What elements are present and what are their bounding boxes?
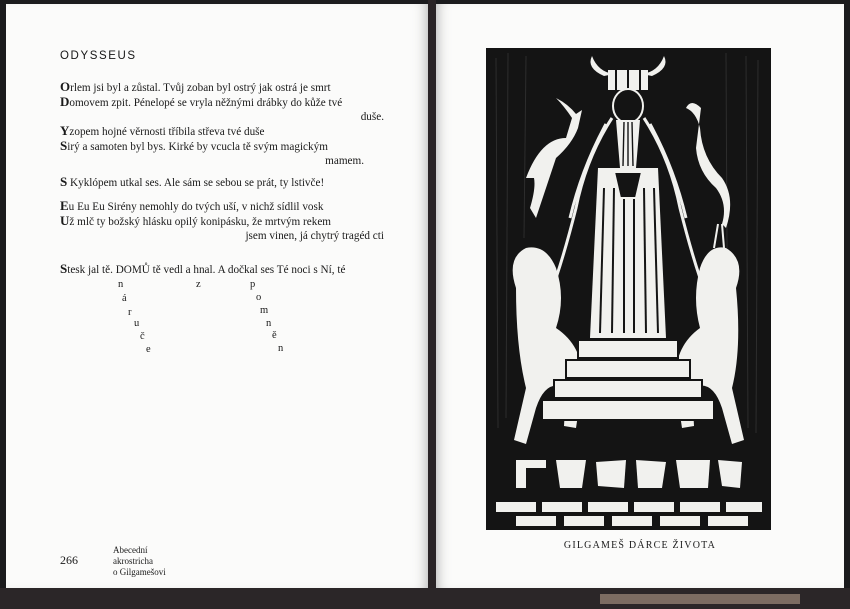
cascade-letter: n	[278, 343, 284, 354]
cascade-letter: z	[196, 279, 201, 290]
book-gutter	[428, 0, 436, 609]
cascade-letter: r	[128, 307, 132, 318]
poem-line: duše.	[360, 111, 384, 123]
cascade-letter: u	[134, 318, 140, 329]
running-head: Abecední akrostricha o Gilgamešovi	[113, 545, 166, 577]
poem-line: mamem.	[325, 155, 364, 167]
poem-line: Yzopem hojné věrnosti tříbila střeva tvé duše	[60, 123, 265, 138]
cascade-letter: n	[266, 318, 272, 329]
stanza-4	[60, 199, 390, 243]
stanza-2	[60, 124, 390, 168]
poem-line: Eu Eu Eu Sirény nemohly do tvých uší, v nichž sídlil vosk	[60, 198, 324, 213]
cascade-letter: p	[250, 279, 256, 290]
illustration-caption: GILGAMEŠ DÁRCE ŽIVOTA	[563, 540, 717, 551]
cascade-letter: m	[260, 305, 269, 316]
poem-line: Orlem jsi byl a zůstal. Tvůj zoban byl ostrý jak ostrá je smrt	[60, 79, 331, 94]
cascade-letter: n	[118, 279, 124, 290]
book-bottom-edge	[0, 588, 850, 609]
poem-line: Domovem zpit. Pénelopé se vryla něžnými drábky do kůže tvé	[60, 94, 343, 109]
poem-line: Stesk jal tě. DOMŮ tě vedl a hnal. A dočkal ses Té noci s Ní, té	[60, 261, 346, 276]
gilgamesh-woodcut-illustration	[486, 48, 771, 530]
poem-line: Sirý a samoten byl bys. Kirké by vcucla tě svým magickým	[60, 138, 328, 153]
page-number: 266	[60, 553, 78, 567]
stanza-3	[60, 175, 390, 190]
cascade-letter: ě	[272, 330, 277, 341]
stanza-5	[60, 262, 390, 277]
cascade-letter: á	[122, 293, 127, 304]
poem-line: Už mlč ty božský hlásku opilý konipásku, že mrtvým rekem	[60, 213, 332, 228]
cascade-letter: o	[256, 292, 262, 303]
cascade-letter: č	[140, 331, 145, 342]
poem-line: jsem vinen, já chytrý tragéd cti	[245, 230, 384, 242]
cascade-letter: e	[146, 344, 151, 355]
poem-line: S Kyklópem utkal ses. Ale sám se sebou se prát, ty lstivče!	[60, 174, 325, 189]
poem-title: ODYSSEUS	[60, 50, 137, 62]
stanza-1	[60, 80, 390, 124]
